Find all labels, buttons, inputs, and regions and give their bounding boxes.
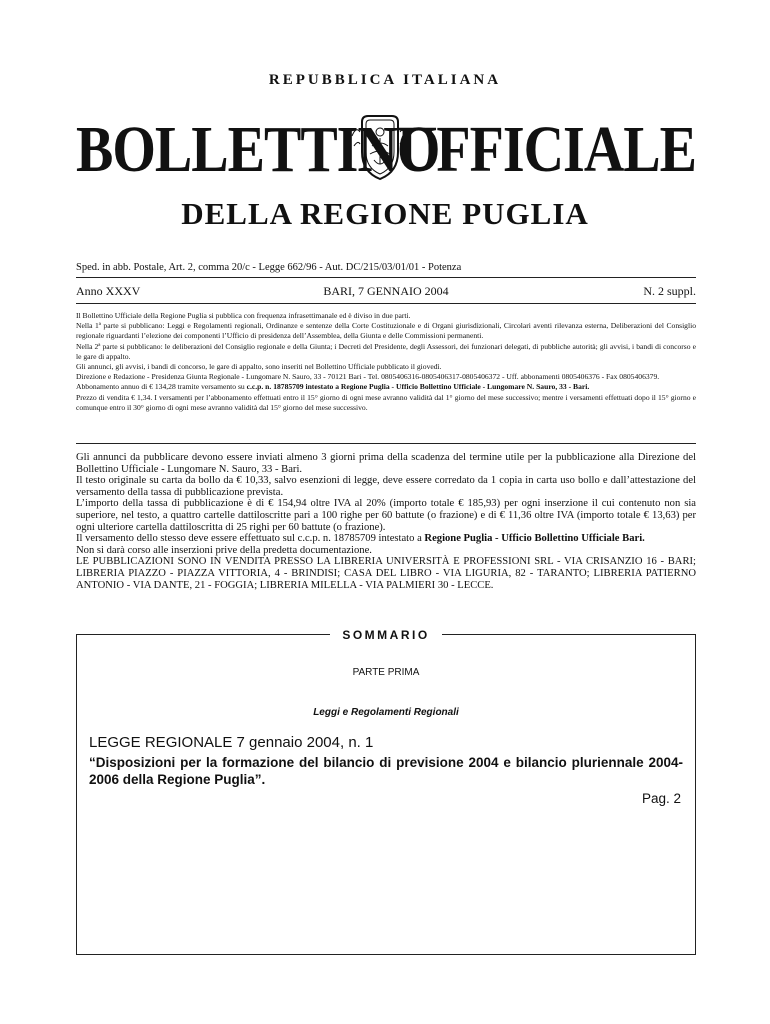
masthead: [76, 112, 696, 187]
info-paragraph: Nella 2ª parte si pubblicano: le deliberazioni del Consiglio regionale e della Giunta; i Decreti del Presidente, degli Assessori, dei funzionari delegati, di pubbliche autorità; gli avvisi, i bandi di concorso e le gare di appalto.: [76, 341, 696, 361]
info-paragraph: Gli annunci, gli avvisi, i bandi di concorso, le gare di appalto, sono inseriti nel Bollettino Ufficiale pubblicato il giovedì.: [76, 362, 442, 372]
info-paragraph: Il testo originale su carta da bollo da € 10,33, salvo esenzioni di legge, deve essere corredato da 1 copia in carta uso bollo e dall’attestazione del versamento della tassa di pubblicazione prevista.: [76, 475, 696, 498]
masthead-title-right: UFFICIALE: [396, 113, 696, 187]
divider-issue: [76, 303, 696, 304]
info-paragraph: Non si darà corso alle inserzioni prive della predetta documentazione.: [76, 544, 372, 556]
publication-info: [76, 311, 696, 413]
page-reference[interactable]: Pag. 2: [641, 791, 681, 806]
subscription-info: Abbonamento annuo di € 134,28 tramite versamento su c.c.p. n. 18785709 intestato a Regione Puglia - Ufficio Bollettino Ufficiale - Lungomare N. Sauro, 33 - Bari.: [76, 382, 590, 392]
divider-mid: [76, 443, 696, 444]
info-paragraph: Il Bollettino Ufficiale della Regione Puglia si pubblica con frequenza infrasettimanale ed è diviso in due parti.: [76, 311, 411, 320]
section-heading: Leggi e Regolamenti Regionali: [313, 707, 459, 718]
republic-heading: REPUBBLICA ITALIANA: [268, 72, 502, 88]
sales-points: LE PUBBLICAZIONI SONO IN VENDITA PRESSO LA LIBRERIA UNIVERSITÀ E PROFESSIONI SRL - VIA CRISANZIO 16 - BARI; LIBRERIA PIAZZO - PIAZZA VITTORIA, 4 - BRINDISI; CASA DEL LIBRO - VIA LIGURIA, 82 - TARANTO; LIBRERIA PATIERNO ANTONIO - VIA DANTE, 21 - FOGGIA; LIBRERIA MILELLA - VIA PALMIERI 30 - LECCE.: [76, 556, 696, 591]
info-paragraph: Gli annunci da pubblicare devono essere inviati almeno 3 giorni prima della scadenza del termine utile per la pubblicazione alla Direzione del Bollettino Ufficiale - Lungomare N. Sauro, 33 - Bari.: [76, 452, 696, 475]
issue-date: BARI, 7 GENNAIO 2004: [323, 284, 449, 298]
issue-number: N. 2 suppl.: [643, 284, 696, 298]
price-info: Prezzo di vendita € 1,34. I versamenti per l’abbonamento effettuati entro il 15° giorno di ogni mese avranno validità dal 1° giorno del mese successivo; mentre i versamenti effettuati dopo il 15° giorno e comunque entro il 30° giorno di ogni mese avranno validità dal 15° giorno del mese successivo.: [76, 392, 696, 412]
sommario-box: [76, 628, 696, 955]
announcement-info: [76, 452, 696, 591]
masthead-title-left: BOLLETTINO: [76, 113, 440, 187]
issue-info-row: [76, 284, 696, 300]
payment-info: Il versamento dello stesso deve essere effettuato sul c.c.p. n. 18785709 intestato a Regione Puglia - Ufficio Bollettino Ufficiale Bari.: [76, 533, 645, 545]
masthead-subtitle: DELLA REGIONE PUGLIA: [181, 196, 589, 231]
issue-year: Anno XXXV: [76, 284, 141, 298]
info-paragraph: L’importo della tassa di pubblicazione è di € 154,94 oltre IVA al 20% (importo totale € 185,93) per ogni inserzione il cui contenuto non sia superiore, nel testo, a quattro cartelle dattiloscritte pari a 100 righe per 60 battute (o frazione) e di € 11,36 oltre IVA (importo totale € 13,63) per ogni ulteriore cartella dattiloscritta di 25 righi per 60 battute (o frazione).: [76, 498, 696, 533]
postal-line: Sped. in abb. Postale, Art. 2, comma 20/c - Legge 662/96 - Aut. DC/215/03/01/01 - Potenza: [76, 262, 462, 273]
law-title[interactable]: LEGGE REGIONALE 7 gennaio 2004, n. 1: [89, 734, 374, 751]
info-paragraph: Nella 1ª parte si pubblicano: Leggi e Regolamenti regionali, Ordinanze e sentenze della Corte Costituzionale e di Organi giurisdizionali, Circolari aventi rilevanza esterna, Deliberazioni del Consiglio regionale riguardanti l’elezione dei componenti l’Ufficio di presidenza dell’Assemblea, della Giunta e delle Commissioni permanenti.: [76, 321, 696, 341]
law-description[interactable]: “Disposizioni per la formazione del bilancio di previsione 2004 e bilancio pluriennale 2004-2006 della Regione Puglia”.: [89, 755, 683, 787]
section-part: PARTE PRIMA: [352, 667, 420, 678]
sommario-title: SOMMARIO: [77, 626, 695, 644]
divider-top: [76, 277, 696, 278]
info-paragraph: Direzione e Redazione - Presidenza Giunta Regionale - Lungomare N. Sauro, 33 - 70121 Bari - Tel. 0805406316-0805406317-0805406372 - Uff. abbonamenti 0805406376 - Fax 0805406379.: [76, 372, 660, 382]
